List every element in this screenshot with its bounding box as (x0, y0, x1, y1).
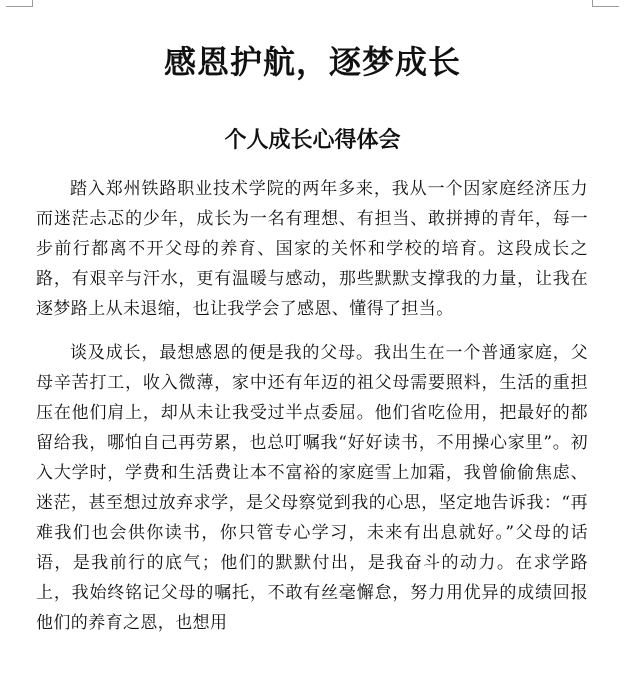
document-body[interactable] (36, 174, 588, 638)
document-subtitle: 个人成长心得体会 (224, 128, 401, 153)
page-corner-mark-left (6, 0, 33, 7)
document-title: 感恩护航，逐梦成长 (163, 43, 461, 81)
paragraph-2: 谈及成长，最想感恩的便是我的父母。我出生在一个普通家庭，父母辛苦打工，收入微薄，家中还有年迈的祖父母需要照料，生活的重担压在他们肩上，却从未让我受过半点委屈。他们省吃俭用，把最好的都留给我，哪怕自己再劳累，也总叮嘱我“好好读书，不用操心家里”。初入大学时，学费和生活费让本不富裕的家庭雪上加霜，我曾偷偷焦虑、迷茫，甚至想过放弃求学，是父母察觉到我的心思，坚定地告诉我：“再难我们也会供你读书，你只管专心学习，未来有出息就好。”父母的话语，是我前行的底气；他们的默默付出，是我奋斗的动力。在求学路上，我始终铭记父母的嘱托，不敢有丝毫懈怠，努力用优异的成绩回报他们的养育之恩，也想用 (36, 343, 588, 633)
paragraph-1: 踏入郑州铁路职业技术学院的两年多来，我从一个因家庭经济压力而迷茫忐忑的少年，成长为一名有理想、有担当、敢拼搏的青年，每一步前行都离不开父母的养育、国家的关怀和学校的培育。这段成长之路，有艰辛与汗水，更有温暖与感动，那些默默支撑我的力量，让我在逐梦路上从未退缩，也让我学会了感恩、懂得了担当。 (36, 179, 588, 319)
page-corner-mark-right (592, 0, 619, 7)
